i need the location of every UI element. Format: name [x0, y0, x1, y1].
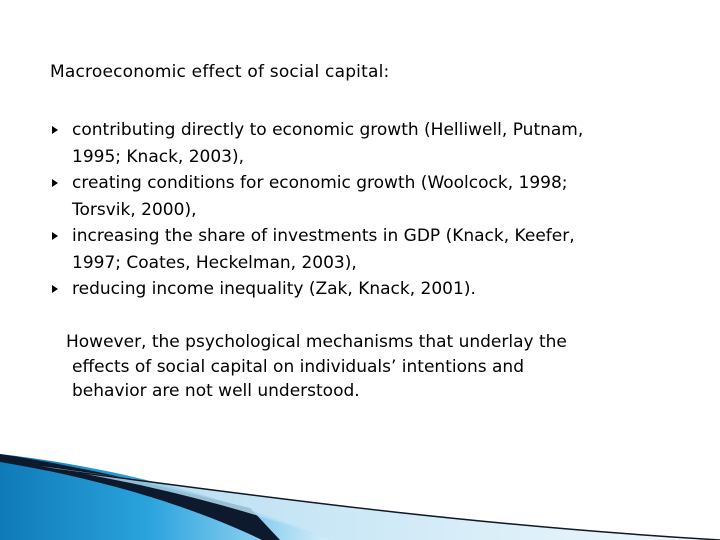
- bullet-text-line: 1995; Knack, 2003),: [72, 146, 245, 167]
- bullet-text-line: reducing income inequality (Zak, Knack, 2001).: [72, 279, 476, 299]
- closing-text-line: effects of social capital on individuals’ intentions and: [72, 356, 525, 377]
- closing-paragraph: [66, 330, 670, 404]
- bullet-list: [52, 117, 670, 303]
- closing-text-line: However, the psychological mechanisms that underlay the: [66, 332, 567, 352]
- list-item: [52, 170, 670, 223]
- bullet-text-line: increasing the share of investments in GDP (Knack, Keefer,: [72, 226, 575, 246]
- list-item: [52, 223, 670, 276]
- bullet-text-line: Torsvik, 2000),: [72, 199, 197, 220]
- closing-text-line: behavior are not well understood.: [72, 381, 360, 401]
- bullet-text-line: creating conditions for economic growth (Woolcock, 1998;: [72, 173, 568, 193]
- decorative-swoosh: [0, 440, 720, 540]
- triangle-right-icon: [52, 126, 58, 134]
- triangle-right-icon: [52, 179, 58, 187]
- bullet-text-line: contributing directly to economic growth (Helliwell, Putnam,: [72, 120, 584, 140]
- bullet-text-line: 1997; Coates, Heckelman, 2003),: [72, 252, 357, 273]
- list-item: [52, 276, 670, 303]
- triangle-right-icon: [52, 232, 58, 240]
- slide-title: Macroeconomic effect of social capital:: [50, 62, 390, 82]
- list-item: [52, 117, 670, 170]
- triangle-right-icon: [52, 285, 58, 293]
